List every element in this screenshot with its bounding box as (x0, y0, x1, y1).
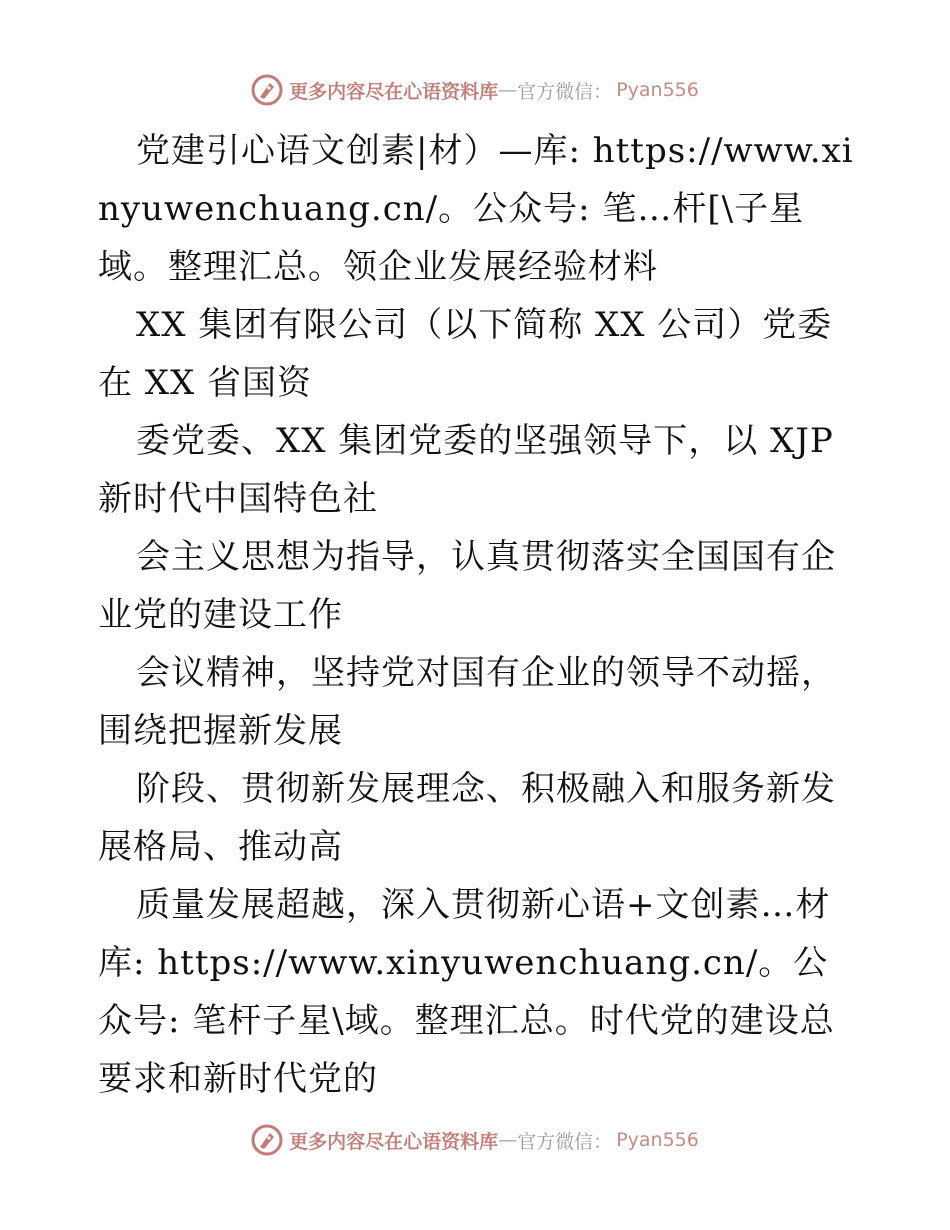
banner-main-text: 更多内容尽在心语资料库 (289, 80, 499, 103)
footer-banner (0, 1122, 950, 1158)
banner-wechat-label: 官方微信： (517, 80, 613, 103)
paragraph: 委党委、XX 集团党委的坚强领导下，以 XJP 新时代中国特色社 (98, 421, 834, 519)
banner-main-text: 更多内容尽在心语资料库 (289, 1130, 499, 1153)
paragraph: 会主义思想为指导，认真贯彻落实全国国有企业党的建设工作 (98, 537, 836, 635)
banner-separator: — (498, 1129, 518, 1151)
banner-separator: — (498, 79, 518, 101)
header-banner (0, 72, 950, 108)
paragraph: 质量发展超越，深入贯彻新心语+文创素…材库: https://www.xinyuwenchuang.cn/。公众号: 笔杆子星\域。整理汇总。时代党的建设总要求和新时代党的 (98, 885, 835, 1099)
paragraph: 会议精神，坚持党对国有企业的领导不动摇，围绕把握新发展 (98, 653, 836, 751)
document-body (98, 122, 858, 1108)
paragraph: XX 集团有限公司（以下简称 XX 公司）党委在 XX 省国资 (98, 305, 833, 403)
banner-wechat-label: 官方微信： (517, 1130, 613, 1153)
banner-wechat-id: Pyan556 (616, 1129, 699, 1151)
banner-wechat-id: Pyan556 (616, 79, 699, 101)
paragraph: 阶段、贯彻新发展理念、积极融入和服务新发展格局、推动高 (98, 769, 836, 867)
paragraph: 党建引心语文创素|材）—库: https://www.xinyuwenchuang.cn/。公众号: 笔…杆[\子星域。整理汇总。领企业发展经验材料 (98, 131, 854, 287)
pen-nib-logo-icon (251, 74, 283, 106)
pen-nib-logo-icon (251, 1124, 283, 1156)
